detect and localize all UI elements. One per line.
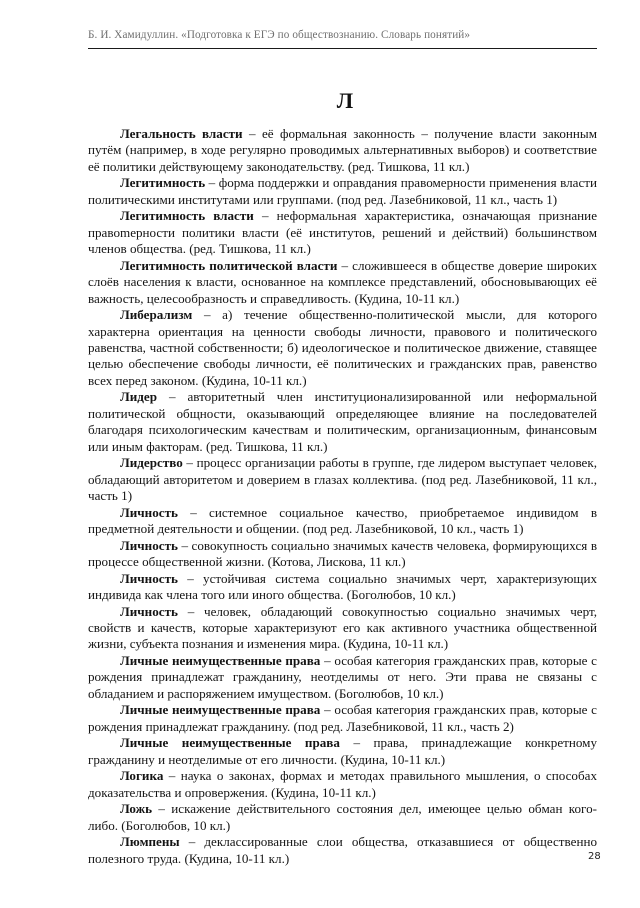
entry-definition: процесс организации работы в группе, где лидером выступает человек, обладающий авторитетом и доверием в глазах коллектива. (под ред. Лазебниковой, 11 кл., часть 1) [88, 455, 597, 504]
glossary-entry [88, 834, 597, 867]
entry-dash: – [163, 768, 181, 784]
entry-dash: – [177, 504, 210, 520]
entry-term: Личные неимущественные права [120, 653, 321, 669]
entry-dash: – [152, 801, 172, 817]
header-divider [88, 48, 597, 49]
glossary-entry [88, 307, 597, 389]
entry-term: Личные неимущественные права [120, 702, 321, 718]
entry-definition: совокупность социально значимых качеств человека, формирующихся в процессе общественной жизни. (Котова, Лискова, 11 кл.) [88, 537, 597, 570]
entry-term: Ложь [120, 801, 153, 817]
entry-dash: – [177, 537, 192, 553]
entry-term: Люмпены [120, 834, 180, 850]
glossary-entry [88, 505, 597, 538]
entry-term: Легитимность [120, 175, 206, 191]
entry-definition: человек, обладающий совокупностью социально значимых черт, свойств и качеств, которые характеризуют его как активного участника общественной жизни, субъекта познания и изменения мира. (Кудина, 10-11 кл.) [88, 603, 597, 652]
section-letter: Л [336, 88, 354, 113]
entry-definition: искажение действительного состояния дел, имеющее целью обман кого-либо. (Боголюбов, 10 кл.) [88, 801, 597, 833]
entry-term: Личность [120, 504, 178, 520]
entry-dash: – [320, 653, 335, 669]
entry-term: Личность [120, 570, 178, 586]
entry-term: Лидер [120, 389, 158, 405]
entry-definition: системное социальное качество, приобретаемое индивидом в предметной деятельности и общении. (под ред. Лазебниковой, 10 кл., часть 1) [88, 504, 597, 537]
glossary-entry [88, 604, 597, 653]
glossary-entry [88, 801, 597, 834]
entry-definition: права, принадлежащие конкретному гражданину и неотделимые от его личности. (Кудина, 10-11 кл.) [88, 735, 597, 767]
glossary-entry [88, 538, 597, 571]
entry-term: Личность [120, 537, 178, 553]
entry-definition: устойчивая система социально значимых черт, характеризующих индивида как члена того или иного общества. (Боголюбов, 10 кл.) [88, 570, 597, 603]
page-number: 28 [588, 851, 601, 862]
glossary-entry [88, 126, 597, 175]
entry-term: Логика [120, 768, 164, 784]
entry-definition: деклассированные слои общества, отказавшиеся от общественно полезного труда. (Кудина, 10-11 кл.) [88, 834, 598, 866]
entry-dash: – [242, 126, 262, 141]
entry-definition: особая категория гражданских прав, которые с рождения принадлежат гражданину, неотделимы от него. Эти права не связаны с обладанием и распоряжением имуществом. (Боголюбов, 10 кл.) [88, 653, 597, 701]
entry-dash: – [339, 735, 374, 751]
glossary-entry [88, 735, 597, 768]
glossary-entry [88, 702, 597, 735]
running-header: Б. И. Хамидуллин. «Подготовка к ЕГЭ по обществознанию. Словарь понятий» [88, 29, 471, 41]
entry-term: Легитимность власти [120, 208, 254, 224]
glossary-entry [88, 258, 597, 307]
entry-definition: особая категория гражданских прав, которые с рождения принадлежат гражданину. (под ред. Лазебниковой, 11 кл., часть 2) [88, 702, 597, 734]
entry-dash: – [192, 307, 223, 323]
entry-term: Личность [120, 603, 178, 619]
glossary-entry [88, 175, 597, 208]
entry-term: Легальность власти [120, 126, 243, 141]
entry-definition: наука о законах, формах и методах правильного мышления, о способах доказательства и опровержения. (Кудина, 10-11 кл.) [88, 768, 597, 800]
entry-definition: форма поддержки и оправдания правомерности применения власти политическими институтами или группами. (под ред. Лазебниковой, 11 кл., часть 1) [88, 175, 598, 207]
entry-term: Легитимность политической власти [120, 257, 338, 273]
entry-term: Личные неимущественные права [120, 735, 340, 751]
entry-definition: сложившееся в обществе доверие широких слоёв населения к власти, основанное на комплексе представлений, обосновывающих её важность, целесообразность и справедливость. (Кудина, 10-11 кл.) [88, 257, 597, 306]
glossary-entry [88, 389, 597, 455]
entry-dash: – [205, 175, 219, 191]
glossary-entry [88, 653, 597, 702]
glossary-entry [88, 208, 597, 257]
glossary-entry [88, 571, 597, 604]
entry-dash: – [179, 834, 205, 850]
entry-dash: – [320, 702, 335, 718]
entry-dash: – [177, 570, 204, 586]
entry-dash: – [182, 455, 197, 471]
glossary-entry [88, 455, 597, 504]
entry-term: Либерализм [120, 307, 193, 323]
entry-dash: – [253, 208, 277, 224]
entry-definition: а) течение общественно-политической мысли, для которого характерна ориентация на ценности свободы личности, правового и политического равенства, частной собственности; б) идеологическое и политическое движение, ставящее целью обеспечение свободы личности, её политических и гражданских прав, равенство всех перед законом. (Кудина, 10-11 кл.) [88, 307, 598, 388]
entry-dash: – [337, 257, 353, 273]
glossary-body [88, 126, 597, 867]
entry-dash: – [177, 603, 204, 619]
entry-dash: – [157, 389, 188, 405]
entry-term: Лидерство [120, 455, 183, 471]
entry-definition: неформальная характеристика, означающая признание правоmерности политики власти (её институтов, решений и действий) большинством членов общества. (ред. Тишкова, 11 кл.) [88, 208, 598, 257]
glossary-entry [88, 768, 597, 801]
entry-definition: авторитетный член институционализированной или неформальной политической общности, оказывающий определяющее влияние на последователей благодаря психологическим качествам и политическим, организационным, финансовым или иным факторам. (ред. Тишкова, 11 кл.) [88, 389, 598, 454]
entry-definition: её формальная законность – получение власти законным путём (например, в ходе регулярно проводимых альтернативных выборов) и соответствие её политики действующему законодательству. (ред. Тишкова, 11 кл.) [88, 126, 598, 174]
